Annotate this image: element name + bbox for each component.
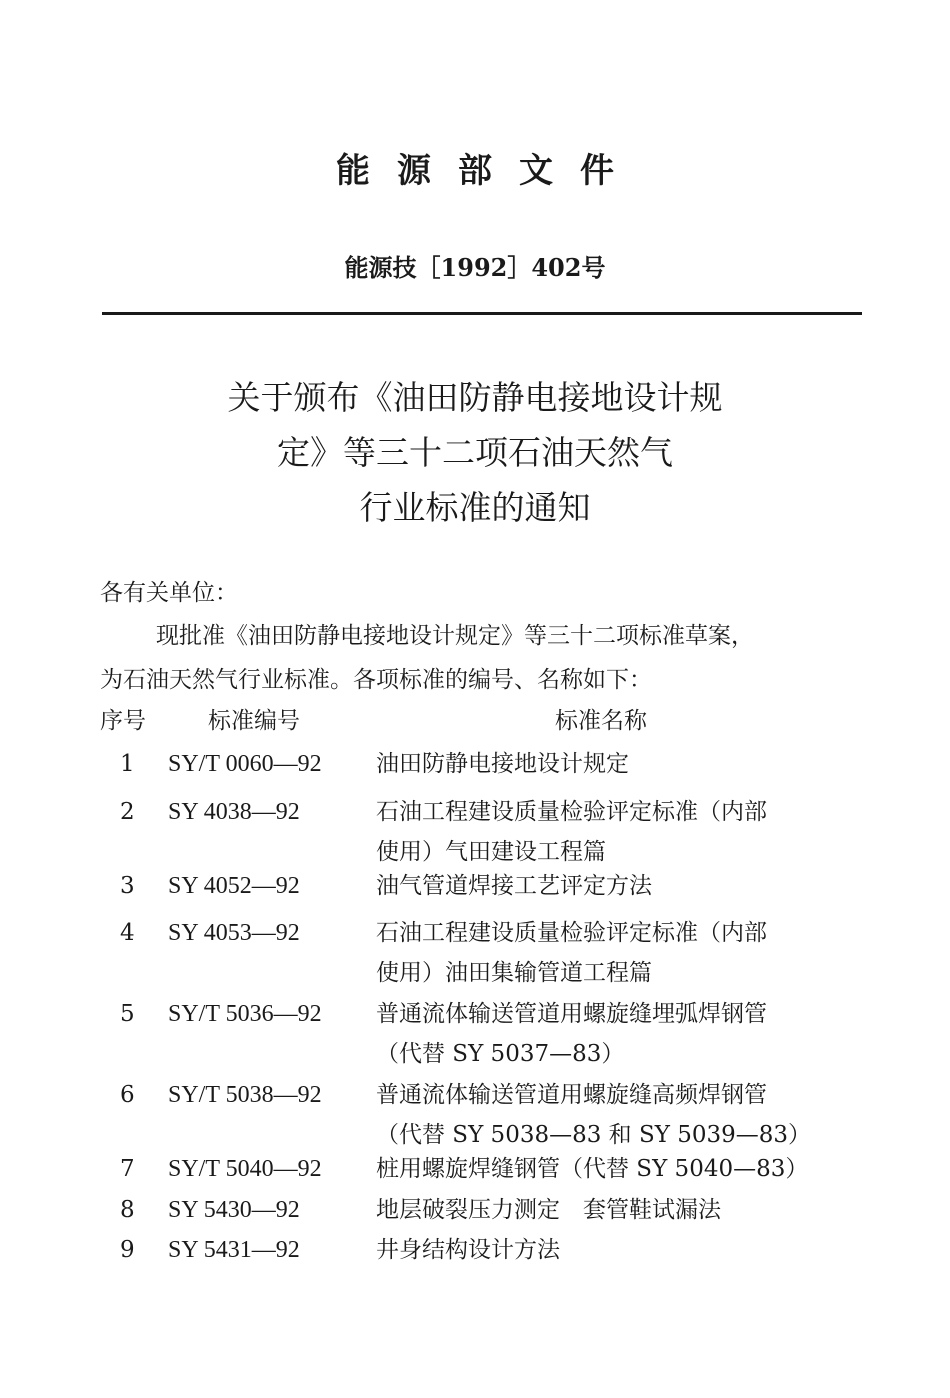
row-name-line: 石油工程建设质量检验评定标准（内部 — [376, 920, 767, 946]
column-header-name: 标准名称 — [555, 708, 647, 734]
row-code: SY 4038—92 — [168, 799, 300, 825]
row-name-line: 普通流体输送管道用螺旋缝埋弧焊钢管 — [376, 1001, 767, 1027]
table-header — [100, 702, 870, 742]
column-header-code: 标准编号 — [208, 708, 300, 734]
body-line: 现批准《油田防静电接地设计规定》等三十二项标准草案， — [156, 623, 754, 649]
row-name-line: （代替 SY 5038—83 和 SY 5039—83） — [376, 1122, 812, 1148]
row-seq: 4 — [120, 920, 135, 946]
row-code: SY/T 5038—92 — [168, 1082, 322, 1108]
row-seq: 6 — [120, 1082, 135, 1108]
row-name — [376, 1230, 856, 1270]
row-name — [376, 792, 856, 872]
row-seq: 2 — [120, 799, 135, 825]
header-divider — [102, 312, 862, 315]
row-name-line: 油田防静电接地设计规定 — [376, 751, 629, 777]
row-seq: 9 — [120, 1237, 135, 1263]
row-name-line: （代替 SY 5037—83） — [376, 1041, 625, 1067]
row-name-line: 石油工程建设质量检验评定标准（内部 — [376, 799, 767, 825]
row-name — [376, 1190, 856, 1230]
body-line: 为石油天然气行业标准。各项标准的编号、名称如下： — [100, 667, 652, 693]
document-org-title: 能源部文件 — [336, 151, 641, 191]
notice-title-line: 行业标准的通知 — [359, 488, 591, 527]
row-name — [376, 1149, 856, 1189]
row-name — [376, 744, 856, 784]
column-header-seq: 序号 — [100, 708, 146, 734]
row-seq: 1 — [120, 751, 135, 777]
row-name-line: 普通流体输送管道用螺旋缝高频焊钢管 — [376, 1082, 767, 1108]
row-name — [376, 994, 856, 1074]
row-name-line: 地层破裂压力测定 套管鞋试漏法 — [376, 1197, 721, 1223]
document-number: 能源技［1992］402号 — [344, 253, 606, 282]
row-code: SY 4052—92 — [168, 873, 300, 899]
row-name-line: 井身结构设计方法 — [376, 1237, 560, 1263]
row-name — [376, 913, 856, 993]
row-name-line: 使用）气田建设工程篇 — [376, 839, 606, 865]
body-paragraph — [100, 614, 870, 702]
notice-title-line: 定》等三十二项石油天然气 — [277, 433, 673, 472]
row-code: SY/T 5040—92 — [168, 1156, 322, 1182]
row-name-line: 桩用螺旋焊缝钢管（代替 SY 5040—83） — [376, 1156, 809, 1182]
row-seq: 8 — [120, 1197, 135, 1223]
row-code: SY/T 0060—92 — [168, 751, 322, 777]
salutation: 各有关单位： — [100, 580, 238, 606]
row-code: SY/T 5036—92 — [168, 1001, 322, 1027]
row-code: SY 5430—92 — [168, 1197, 300, 1223]
notice-title — [0, 370, 950, 535]
row-seq: 7 — [120, 1156, 135, 1182]
row-name — [376, 1075, 856, 1155]
row-seq: 3 — [120, 873, 135, 899]
row-name — [376, 866, 856, 906]
row-name-line: 使用）油田集输管道工程篇 — [376, 960, 652, 986]
row-name-line: 油气管道焊接工艺评定方法 — [376, 873, 652, 899]
row-seq: 5 — [120, 1001, 135, 1027]
row-code: SY 4053—92 — [168, 920, 300, 946]
row-code: SY 5431—92 — [168, 1237, 300, 1263]
notice-title-line: 关于颁布《油田防静电接地设计规 — [227, 378, 723, 417]
